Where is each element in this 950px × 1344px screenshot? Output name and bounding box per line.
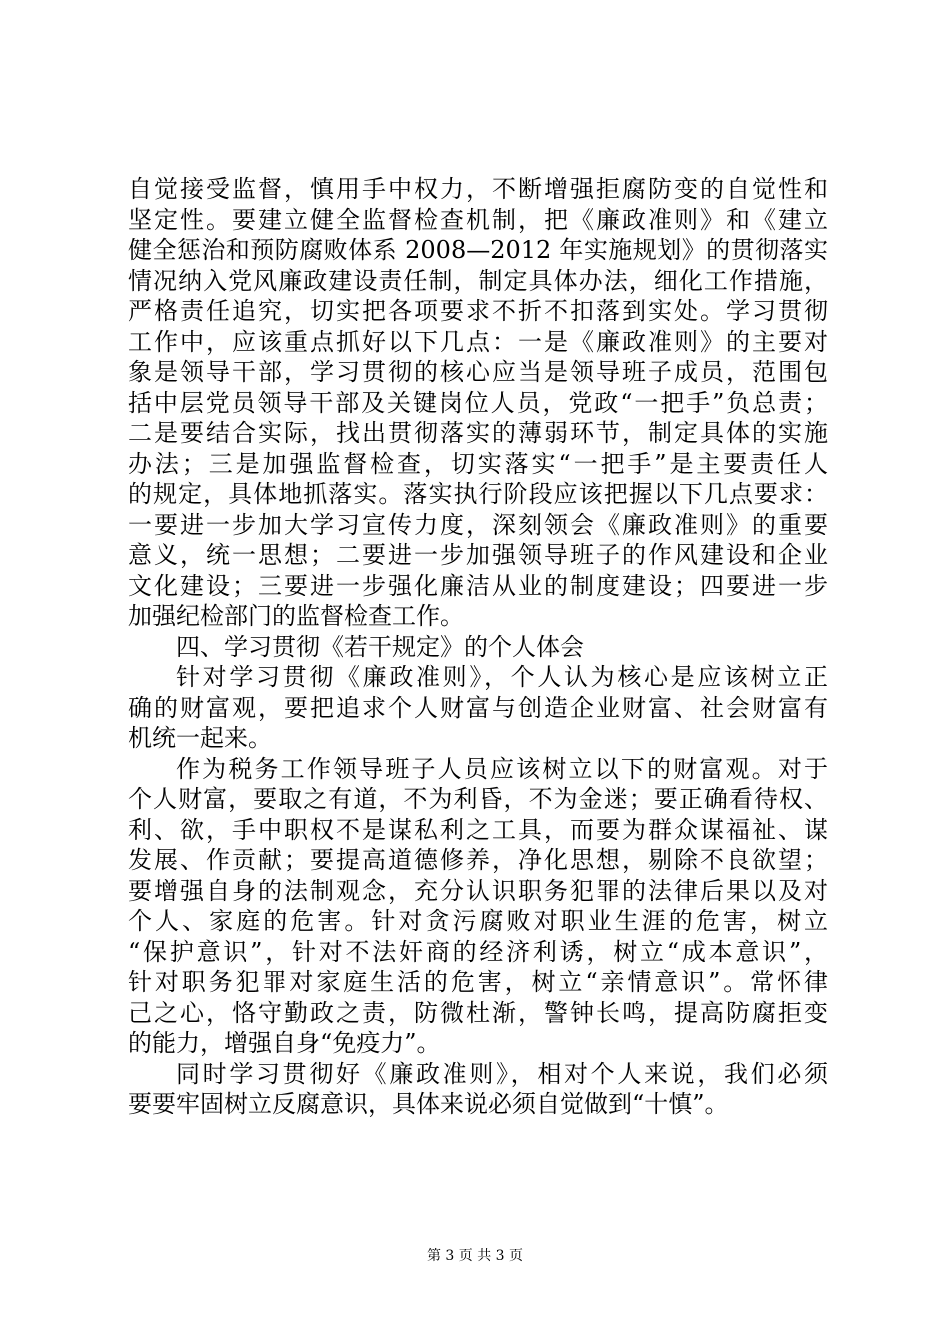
- paragraph-1-line: 办法；三是加强监督检查，切实落实“一把手”是主要责任人: [128, 449, 828, 478]
- paragraph-4-line: 要要牢固树立反腐意识，具体来说必须自觉做到“十慎”。: [128, 1090, 729, 1118]
- paragraph-1-line: 二是要结合实际，找出贯彻落实的薄弱环节，制定具体的实施: [128, 419, 828, 447]
- document-body: [128, 174, 828, 1120]
- paragraph-4-line: 同时学习贯彻好《廉政准则》，相对个人来说，我们必须: [176, 1059, 828, 1088]
- section-heading-4: 四、学习贯彻《若干规定》的个人体会: [176, 632, 584, 661]
- paragraph-3-line: 个人财富，要取之有道，不为利昏，不为金迷；要正确看待权、: [128, 785, 828, 813]
- paragraph-1-line: 加强纪检部门的监督检查工作。: [128, 602, 464, 630]
- page-number-indicator: 第 3 页 共 3 页: [426, 1248, 524, 1264]
- paragraph-3-line: 的能力，增强自身“免疫力”。: [128, 1029, 441, 1057]
- paragraph-1-line: 括中层党员领导干部及关键岗位人员，党政“一把手”负总责；: [128, 388, 828, 417]
- paragraph-1-line: 健全惩治和预防腐败体系 2008—2012 年实施规划》的贯彻落实: [128, 236, 828, 264]
- paragraph-2-line: 针对学习贯彻《廉政准则》，个人认为核心是应该树立正: [176, 663, 828, 691]
- paragraph-1-line: 自觉接受监督，慎用手中权力，不断增强拒腐防变的自觉性和: [128, 175, 828, 203]
- paragraph-1-line: 情况纳入党风廉政建设责任制，制定具体办法，细化工作措施，: [128, 266, 828, 295]
- paragraph-3-line: 己之心，恪守勤政之责，防微杜渐，警钟长鸣，提高防腐拒变: [128, 998, 828, 1027]
- paragraph-1-line: 坚定性。要建立健全监督检查机制，把《廉政准则》和《建立: [128, 205, 828, 234]
- paragraph-3-line: 利、欲，手中职权不是谋私利之工具，而要为群众谋福祉、谋: [128, 815, 828, 844]
- paragraph-1-line: 一要进一步加大学习宣传力度，深刻领会《廉政准则》的重要: [128, 510, 828, 539]
- paragraph-1-line: 严格责任追究，切实把各项要求不折不扣落到实处。学习贯彻: [128, 297, 828, 325]
- paragraph-1-line: 意义，统一思想；二要进一步加强领导班子的作风建设和企业: [128, 541, 828, 569]
- paragraph-2-line: 机统一起来。: [128, 724, 272, 752]
- paragraph-1-line: 工作中，应该重点抓好以下几点：一是《廉政准则》的主要对: [128, 327, 828, 356]
- page-footer: [0, 1245, 950, 1265]
- paragraph-1-line: 的规定，具体地抓落实。落实执行阶段应该把握以下几点要求：: [128, 480, 828, 508]
- paragraph-2-line: 确的财富观，要把追求个人财富与创造企业财富、社会财富有: [128, 693, 828, 722]
- paragraph-3-line: 针对职务犯罪对家庭生活的危害，树立“亲情意识”。常怀律: [128, 968, 828, 996]
- paragraph-3-line: 作为税务工作领导班子人员应该树立以下的财富观。对于: [176, 754, 828, 783]
- paragraph-1-line: 象是领导干部，学习贯彻的核心应当是领导班子成员，范围包: [128, 358, 828, 386]
- paragraph-3-line: “保护意识”，针对不法奸商的经济利诱，树立“成本意识”，: [128, 937, 828, 966]
- paragraph-3-line: 要增强自身的法制观念，充分认识职务犯罪的法律后果以及对: [128, 876, 828, 905]
- paragraph-1-line: 文化建设；三要进一步强化廉洁从业的制度建设；四要进一步: [128, 571, 828, 600]
- paragraph-3-line: 发展、作贡献；要提高道德修养，净化思想，剔除不良欲望；: [128, 846, 828, 874]
- paragraph-3-line: 个人、家庭的危害。针对贪污腐败对职业生涯的危害，树立: [128, 907, 828, 935]
